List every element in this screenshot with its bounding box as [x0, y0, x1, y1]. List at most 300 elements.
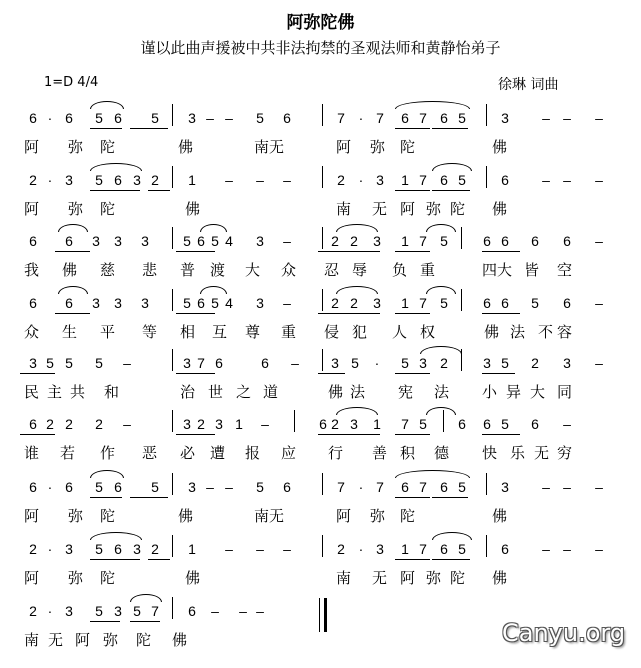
barline	[486, 166, 487, 188]
dash-mark: –	[291, 355, 299, 371]
note: 2	[29, 172, 37, 188]
note: 6	[283, 479, 291, 495]
note: 3	[188, 110, 196, 126]
lyric: 法	[510, 323, 526, 341]
note: 6	[65, 479, 73, 495]
lyric: 犯	[352, 323, 368, 341]
beam-underline	[176, 313, 215, 314]
note: 1	[235, 416, 243, 432]
note: 3	[501, 110, 509, 126]
lyric: 弥	[68, 507, 84, 525]
lyric: 渡	[210, 261, 226, 279]
note: 1	[401, 541, 409, 557]
beam-underline	[432, 190, 470, 191]
dash-mark: –	[595, 110, 603, 126]
note: 6	[563, 233, 571, 249]
note: 3	[92, 295, 100, 311]
note: 3	[65, 603, 73, 619]
lyric: 佛	[492, 138, 508, 156]
lyric: 陀	[450, 569, 466, 587]
lyric: 谁	[24, 444, 40, 462]
barline	[461, 227, 462, 249]
note: 3	[256, 295, 264, 311]
note: 7	[151, 603, 159, 619]
lyric: 报	[245, 444, 261, 462]
song-title: 阿弥陀佛	[286, 13, 355, 33]
note: 3	[350, 416, 358, 432]
dash-mark: –	[595, 172, 603, 188]
note: 3	[65, 172, 73, 188]
beam-underline	[395, 128, 430, 129]
lyric: 陀	[100, 507, 116, 525]
note: 2	[331, 233, 339, 249]
note: 2	[337, 541, 345, 557]
barline	[322, 349, 323, 371]
note: 6	[197, 295, 205, 311]
barline	[461, 289, 462, 311]
lyric: 众	[24, 323, 40, 341]
beam-underline	[395, 497, 430, 498]
note: 2	[331, 416, 339, 432]
note: 6	[65, 110, 73, 126]
beam-underline	[90, 497, 122, 498]
lyric: 之	[236, 383, 252, 401]
lyric: 阿	[24, 569, 40, 587]
note: 3	[256, 233, 264, 249]
lyric: 法	[350, 383, 366, 401]
lyric: 相	[180, 323, 196, 341]
lyric: 佛	[178, 138, 194, 156]
lyric: 弥	[68, 138, 84, 156]
note: 3	[563, 355, 571, 371]
lyric: 陀	[100, 138, 116, 156]
beam-underline	[395, 190, 430, 191]
dash-mark: –	[225, 479, 233, 495]
lyric: 陀	[100, 569, 116, 587]
lyric: 南	[336, 569, 352, 587]
lyric: 陀	[100, 200, 116, 218]
dot-mark: ·	[47, 541, 53, 557]
lyric: 皆	[524, 261, 540, 279]
beam-underline	[55, 251, 90, 252]
note: 6	[531, 233, 539, 249]
lyric: 若	[60, 444, 76, 462]
note: 1	[373, 416, 381, 432]
lyric: 慈	[100, 261, 116, 279]
note: 6	[65, 295, 73, 311]
beam-underline	[176, 251, 215, 252]
note: 1	[401, 233, 409, 249]
dash-mark: –	[225, 541, 233, 557]
note: 3	[376, 172, 384, 188]
lyric: 众	[281, 261, 297, 279]
dash-mark: –	[542, 541, 550, 557]
score-system	[0, 479, 641, 539]
barline	[172, 349, 173, 371]
note: 5	[458, 479, 466, 495]
lyric: 无	[48, 631, 64, 649]
note: 3	[114, 233, 122, 249]
lyric: 和	[104, 383, 120, 401]
lyric: 宪	[398, 383, 414, 401]
barline	[172, 227, 173, 249]
note: 2	[350, 233, 358, 249]
note: 5	[351, 355, 359, 371]
note: 5	[419, 416, 427, 432]
dash-mark: –	[256, 603, 264, 619]
barline	[172, 104, 173, 126]
key-signature: 1=D 4/4	[44, 75, 99, 90]
beam-underline	[432, 559, 470, 560]
barline	[172, 410, 173, 432]
dash-mark: –	[283, 295, 291, 311]
lyric: 佛	[62, 261, 78, 279]
dot-mark: ·	[374, 355, 380, 371]
dash-mark: –	[239, 603, 247, 619]
note: 3	[133, 172, 141, 188]
dash-mark: –	[563, 172, 571, 188]
note: 2	[151, 172, 159, 188]
lyric: 侵	[324, 323, 340, 341]
note: 6	[29, 416, 37, 432]
lyric: 佛	[172, 631, 188, 649]
final-barline-thick	[324, 598, 327, 632]
barline	[486, 535, 487, 557]
note: 5	[95, 603, 103, 619]
note: 2	[65, 416, 73, 432]
beam-underline	[318, 434, 380, 435]
note: 7	[419, 172, 427, 188]
score-system	[0, 233, 641, 293]
lyric: 异	[506, 383, 522, 401]
beam-underline	[90, 559, 140, 560]
beam-underline	[176, 373, 215, 374]
dash-mark: –	[225, 172, 233, 188]
barline	[172, 289, 173, 311]
note: 5	[133, 603, 141, 619]
note: 6	[483, 416, 491, 432]
note: 3	[376, 541, 384, 557]
beam-underline	[395, 373, 430, 374]
barline	[486, 104, 487, 126]
lyric: 阿	[24, 200, 40, 218]
dash-mark: –	[261, 416, 269, 432]
barline	[322, 227, 323, 249]
lyric: 阿	[24, 138, 40, 156]
note: 6	[531, 416, 539, 432]
dash-mark: –	[595, 295, 603, 311]
beam-underline	[432, 128, 468, 129]
dash-mark: –	[206, 110, 214, 126]
note: 3	[65, 541, 73, 557]
lyric: 恶	[142, 444, 158, 462]
note: 2	[197, 416, 205, 432]
note: 6	[29, 479, 37, 495]
note: 7	[419, 541, 427, 557]
beam-underline	[482, 251, 520, 252]
note: 1	[188, 541, 196, 557]
note: 3	[483, 355, 491, 371]
lyric: 佛	[178, 507, 194, 525]
barline	[172, 535, 173, 557]
composer-credit: 徐琳 词曲	[498, 77, 559, 93]
beam-underline	[148, 190, 170, 191]
lyric: 弥	[103, 631, 119, 649]
barline	[486, 473, 487, 495]
lyric: 必	[180, 444, 196, 462]
lyric: 不	[538, 323, 554, 341]
note: 5	[458, 110, 466, 126]
beam-underline	[90, 128, 122, 129]
lyric: 悲	[142, 261, 158, 279]
note: 6	[114, 172, 122, 188]
note: 1	[188, 172, 196, 188]
note: 3	[141, 233, 149, 249]
note: 3	[215, 416, 223, 432]
note: 6	[215, 355, 223, 371]
note: 5	[256, 110, 264, 126]
note: 6	[483, 233, 491, 249]
beam-underline	[20, 373, 55, 374]
note: 3	[114, 295, 122, 311]
note: 4	[225, 295, 233, 311]
note: 5	[95, 110, 103, 126]
beam-underline	[395, 313, 430, 314]
note: 5	[401, 355, 409, 371]
lyric: 佛	[484, 323, 500, 341]
dash-mark: –	[563, 110, 571, 126]
dash-mark: –	[256, 172, 264, 188]
note: 5	[151, 110, 159, 126]
note: 3	[133, 541, 141, 557]
note: 5	[501, 355, 509, 371]
note: 6	[440, 541, 448, 557]
dash-mark: –	[542, 110, 550, 126]
lyric: 阿	[75, 631, 91, 649]
note: 6	[483, 295, 491, 311]
note: 5	[65, 355, 73, 371]
lyric: 负	[392, 261, 408, 279]
lyric: 陀	[450, 200, 466, 218]
dash-mark: –	[595, 479, 603, 495]
note: 5	[531, 295, 539, 311]
lyric: 弥	[426, 200, 442, 218]
beam-underline	[130, 497, 168, 498]
beam-underline	[148, 559, 170, 560]
final-barline-thin	[319, 598, 320, 632]
barline	[322, 104, 323, 126]
dash-mark: –	[563, 541, 571, 557]
lyric: 遭	[210, 444, 226, 462]
beam-underline	[482, 313, 520, 314]
lyric: 积	[400, 444, 416, 462]
beam-underline	[318, 251, 380, 252]
lyric: 南无	[254, 507, 285, 525]
lyric: 平	[100, 323, 116, 341]
dash-mark: –	[123, 355, 131, 371]
note: 6	[197, 233, 205, 249]
note: 2	[531, 355, 539, 371]
lyric: 普	[180, 261, 196, 279]
lyric: 弥	[68, 200, 84, 218]
dash-mark: –	[563, 416, 571, 432]
dash-mark: –	[595, 355, 603, 371]
note: 3	[92, 233, 100, 249]
dot-mark: ·	[47, 110, 53, 126]
lyric: 佛	[328, 383, 344, 401]
note: 3	[141, 295, 149, 311]
note: 1	[401, 295, 409, 311]
lyric: 民	[24, 383, 40, 401]
lyric: 人	[392, 323, 408, 341]
lyric: 佛	[185, 200, 201, 218]
score-system	[0, 172, 641, 232]
note: 5	[183, 295, 191, 311]
note: 5	[501, 416, 509, 432]
lyric: 南	[24, 631, 40, 649]
lyric: 小	[482, 383, 498, 401]
note: 6	[29, 295, 37, 311]
note: 6	[401, 110, 409, 126]
lyric: 阿	[336, 507, 352, 525]
lyric: 阿	[400, 200, 416, 218]
note: 3	[183, 355, 191, 371]
note: 5	[95, 541, 103, 557]
lyric: 容	[557, 323, 573, 341]
note: 7	[337, 110, 345, 126]
lyric: 无	[534, 444, 550, 462]
lyric: 南无	[254, 138, 285, 156]
lyric: 大	[245, 261, 261, 279]
note: 3	[188, 479, 196, 495]
beam-underline	[395, 559, 430, 560]
note: 7	[376, 110, 384, 126]
lyric: 世	[208, 383, 224, 401]
lyric: 应	[281, 444, 297, 462]
dash-mark: –	[256, 541, 264, 557]
lyric: 我	[24, 261, 40, 279]
lyric: 弥	[370, 138, 386, 156]
lyric: 行	[328, 444, 344, 462]
note: 2	[95, 416, 103, 432]
note: 6	[401, 479, 409, 495]
dash-mark: –	[225, 110, 233, 126]
beam-underline	[395, 434, 430, 435]
note: 7	[419, 479, 427, 495]
lyric: 忍	[324, 261, 340, 279]
lyric: 共	[70, 383, 86, 401]
beam-underline	[432, 497, 468, 498]
note: 2	[350, 295, 358, 311]
dash-mark: –	[563, 479, 571, 495]
note: 6	[563, 295, 571, 311]
dot-mark: ·	[47, 172, 53, 188]
lyric: 等	[142, 323, 158, 341]
note: 5	[440, 233, 448, 249]
slur	[90, 101, 124, 109]
note: 5	[211, 233, 219, 249]
note: 3	[29, 355, 37, 371]
note: 6	[440, 110, 448, 126]
dash-mark: –	[283, 172, 291, 188]
lyric: 同	[557, 383, 573, 401]
note: 2	[337, 172, 345, 188]
beam-underline	[90, 190, 140, 191]
dash-mark: –	[595, 233, 603, 249]
lyric: 弥	[68, 569, 84, 587]
note: 6	[114, 110, 122, 126]
dash-mark: –	[123, 416, 131, 432]
watermark-logo: Canyu.org	[502, 619, 626, 647]
note: 5	[458, 541, 466, 557]
note: 5	[458, 172, 466, 188]
score-system	[0, 110, 641, 170]
score-system	[0, 355, 641, 415]
barline	[294, 410, 295, 432]
note: 6	[440, 172, 448, 188]
song-subtitle: 谨以此曲声援被中共非法拘禁的圣观法师和黄静怡弟子	[140, 39, 501, 57]
note: 5	[183, 233, 191, 249]
score-system	[0, 541, 641, 601]
note: 3	[419, 355, 427, 371]
dash-mark: –	[542, 172, 550, 188]
beam-underline	[130, 128, 168, 129]
note: 6	[501, 541, 509, 557]
barline	[172, 597, 173, 619]
note: 6	[261, 355, 269, 371]
note: 5	[211, 295, 219, 311]
beam-underline	[130, 621, 160, 622]
barline	[172, 473, 173, 495]
beam-underline	[55, 313, 90, 314]
dash-mark: –	[542, 479, 550, 495]
note: 5	[440, 295, 448, 311]
note: 2	[151, 541, 159, 557]
note: 3	[373, 295, 381, 311]
lyric: 主	[47, 383, 63, 401]
beam-underline	[176, 434, 215, 435]
note: 5	[151, 479, 159, 495]
note: 3	[114, 603, 122, 619]
lyric: 佛	[492, 507, 508, 525]
lyric: 生	[62, 323, 78, 341]
note: 7	[197, 355, 205, 371]
beam-underline	[318, 313, 380, 314]
lyric: 佛	[492, 569, 508, 587]
note: 2	[331, 295, 339, 311]
lyric: 无	[372, 200, 388, 218]
note: 3	[331, 355, 339, 371]
dot-mark: ·	[358, 110, 364, 126]
beam-underline	[395, 251, 430, 252]
lyric: 善	[372, 444, 388, 462]
barline	[322, 166, 323, 188]
lyric: 快	[482, 444, 498, 462]
lyric: 重	[281, 323, 297, 341]
lyric: 乐	[510, 444, 526, 462]
note: 6	[114, 479, 122, 495]
lyric: 阿	[24, 507, 40, 525]
dot-mark: ·	[47, 479, 53, 495]
note: 6	[458, 416, 466, 432]
score-system	[0, 295, 641, 355]
dash-mark: –	[595, 541, 603, 557]
lyric: 无	[372, 569, 388, 587]
lyric: 南	[336, 200, 352, 218]
lyric: 尊	[245, 323, 261, 341]
note: 6	[501, 295, 509, 311]
dash-mark: –	[283, 233, 291, 249]
